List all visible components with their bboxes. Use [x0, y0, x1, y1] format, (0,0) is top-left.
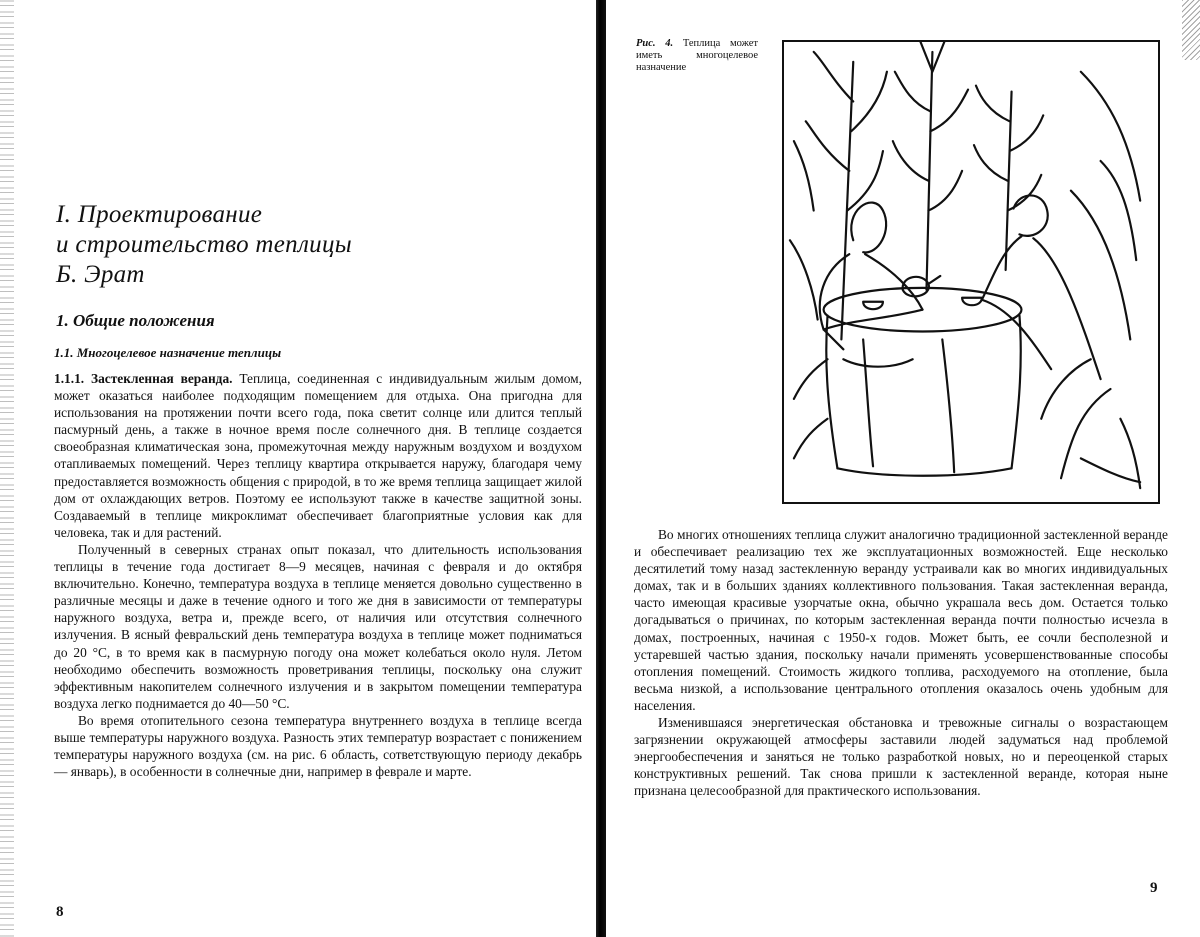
paragraph-1	[54, 370, 582, 541]
greenhouse-illustration	[782, 40, 1160, 504]
chapter-title-line-1: I. Проектирование	[56, 201, 263, 228]
left-body-text	[54, 370, 582, 780]
right-page	[606, 0, 1200, 937]
figure-caption-label: Рис. 4.	[636, 38, 674, 49]
illustration-drawing	[784, 42, 1158, 502]
paragraph-2: Полученный в северных странах опыт показал, что длительность использования теплицы в течение года достигает 8—9 месяцев, начиная с февраля и до октября включительно. Конечно, температура воздуха в теплице меняется довольно существенно в различные месяцы и даже в течение одного и того же дня в зависимости от температуры наружного воздуха, ветра и, прежде всего, от наличия или отсутствия солнечного излучения. В ясный февральский день температура воздуха в теплице может подниматься до 20 °С, в то время как в пасмурную погоду она может колебаться около нуля. Летом необходимо обеспечить возможность проветривания теплицы, поскольку она служит эффективным накопителем солнечного излучения и в закрытом помещении температура воздуха легко поднимается до 40—50 °С.	[54, 541, 582, 711]
chapter-title-line-2: и строительство теплицы	[56, 231, 353, 258]
figure-caption-text: Теплица может иметь многоцелевое назначение	[636, 38, 758, 73]
paragraph-5: Изменившаяся энергетическая обстановка и тревожные сигналы о возрастающем загрязнении окружающей атмосферы заставили людей задуматься над проблемой энергообеспечения и заняться не только разработкой новых, но и переоценкой старых конструктивных решений. Так снова пришли к застекленной веранде, которая ныне признана целесообразной для практического использования.	[634, 715, 1168, 799]
figure-caption	[636, 38, 758, 74]
page-number-left: 8	[56, 904, 64, 920]
chapter-title-line-3: Б. Эрат	[56, 261, 145, 288]
paragraph-4: Во многих отношениях теплица служит аналогично традиционной застекленной веранде и обеспечивает реализацию тех же эксплуатационных возможностей. Еще несколько десятилетий тому назад застекленную веранду устраивали как во многих индивидуальных домах, так и в больших зданиях коллективного пользования. Такая застекленная веранда, часто имеющая красивые узорчатые окна, обычно украшала весь дом. Остается только догадываться о причинах, по которым застекленная веранда почти полностью исчезла в домах, построенных, начиная с 1950-х годов. Может быть, ее сочли бесполезной и устаревшей частью здания, поскольку начали применять усовершенствованные способы отопления помещений. Стоимость жидкого топлива, расходуемого на отопление, была весьма низкой, а использование центрального отопления оказалось очень удобным для населения.	[634, 527, 1168, 713]
book-spine	[596, 0, 606, 937]
page-number-right: 9	[1150, 880, 1158, 896]
subsection-title: 1.1. Многоцелевое назначение теплицы	[54, 345, 282, 360]
chapter-title	[56, 200, 516, 290]
section-title: 1. Общие положения	[56, 311, 215, 330]
paragraph-1-body: Теплица, соединенная с индивидуальным жилым домом, может оказаться наиболее подходящим помещением для отдыха. Она пригодна для использования на протяжении почти всего года, пока светит солнце или длится теплый пасмурный день, а также в ночное время после солнечного дня. В теплице создается своеобразная климатическая зона, промежуточная между наружным воздухом и воздухом отапливаемых помещений. Через теплицу квартира открывается наружу, благодаря чему предоставляется возможность общения с природой, в то же время теплица защищает жилой дом от охлаждающих ветров. Поэтому ее используют также в качестве защитной зоны. Создаваемый в теплице микроклимат обеспечивает благоприятные условия как для человека, так и для растений.	[54, 371, 582, 540]
left-page	[0, 0, 596, 937]
paragraph-3: Во время отопительного сезона температура внутреннего воздуха в теплице всегда выше температуры наружного воздуха. Разность этих температур возрастает с понижением температуры наружного воздуха (см. на рис. 6 область, сответствующую периоду декабрь — январь), в особенности в солнечные дни, например в феврале и марте.	[54, 712, 582, 780]
right-body-text	[634, 526, 1168, 800]
paragraph-1-lead: 1.1.1. Застекленная веранда.	[54, 371, 233, 386]
